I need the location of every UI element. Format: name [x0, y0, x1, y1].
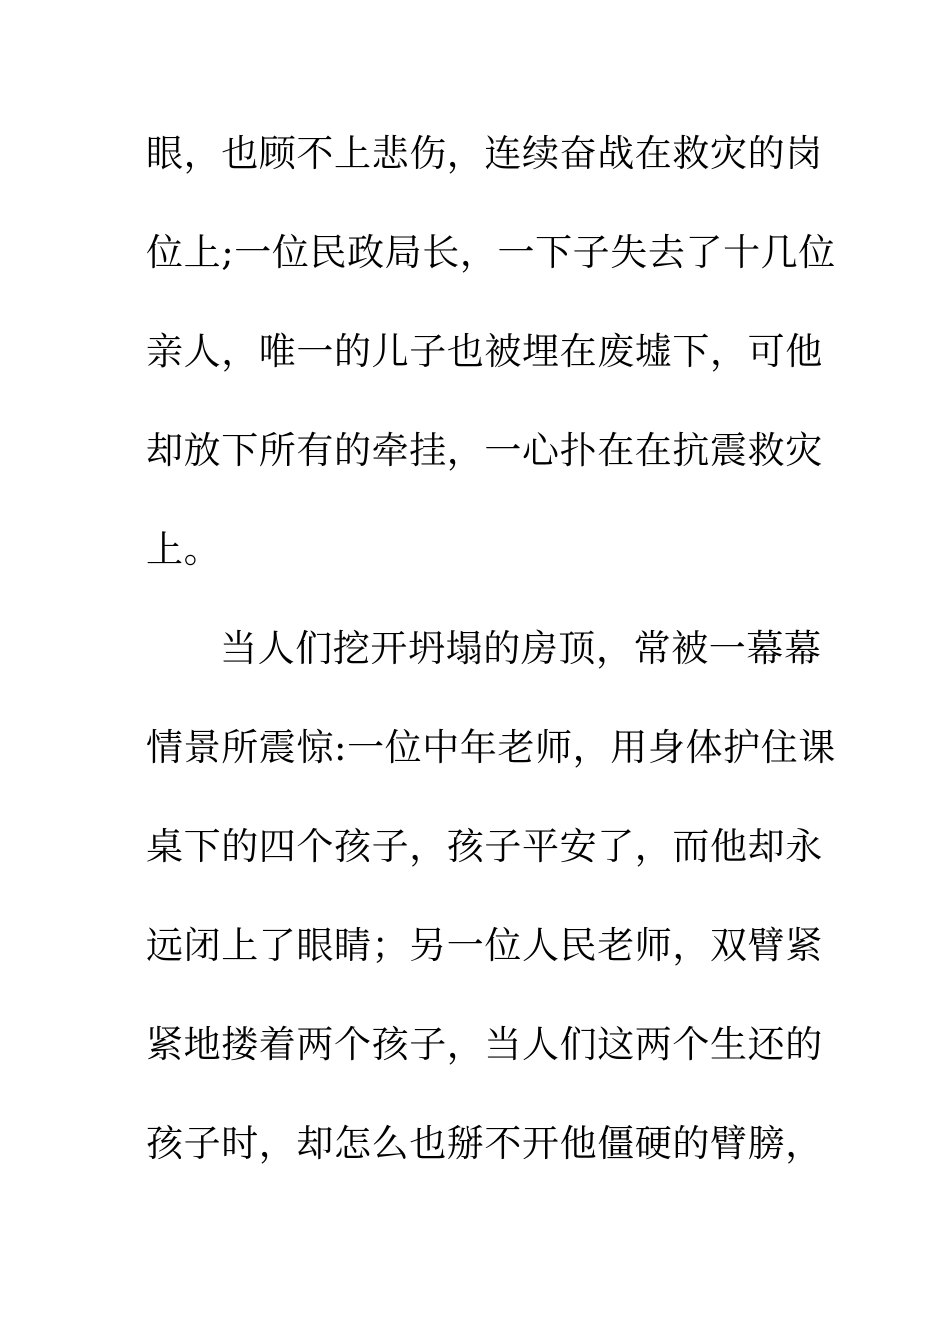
text-line: 远闭上了眼睛；另一位人民老师，双臂紧: [146, 924, 823, 967]
text-line: 桌下的四个孩子，孩子平安了，而他却永: [146, 825, 823, 868]
text-line: 紧地搂着两个孩子，当人们这两个生还的: [146, 1023, 823, 1066]
text-line: 却放下所有的牵挂，一心扑在在抗震救灾: [146, 429, 823, 472]
paragraph-start-line: 当人们挖开坍塌的房顶，常被一幕幕: [220, 627, 822, 670]
text-line: 眼，也顾不上悲伤，连续奋战在救灾的岗: [146, 132, 823, 175]
body-text: [146, 128, 836, 1217]
text-line: 亲人，唯一的儿子也被埋在废墟下，可他: [146, 330, 823, 373]
text-line: 上。: [146, 528, 222, 571]
text-line: 孩子时，却怎么也掰不开他僵硬的臂膀，: [146, 1122, 823, 1165]
text-line: 位上;一位民政局长，一下子失去了十几位: [146, 231, 836, 274]
text-line: 情景所震惊:一位中年老师，用身体护住课: [146, 726, 836, 769]
